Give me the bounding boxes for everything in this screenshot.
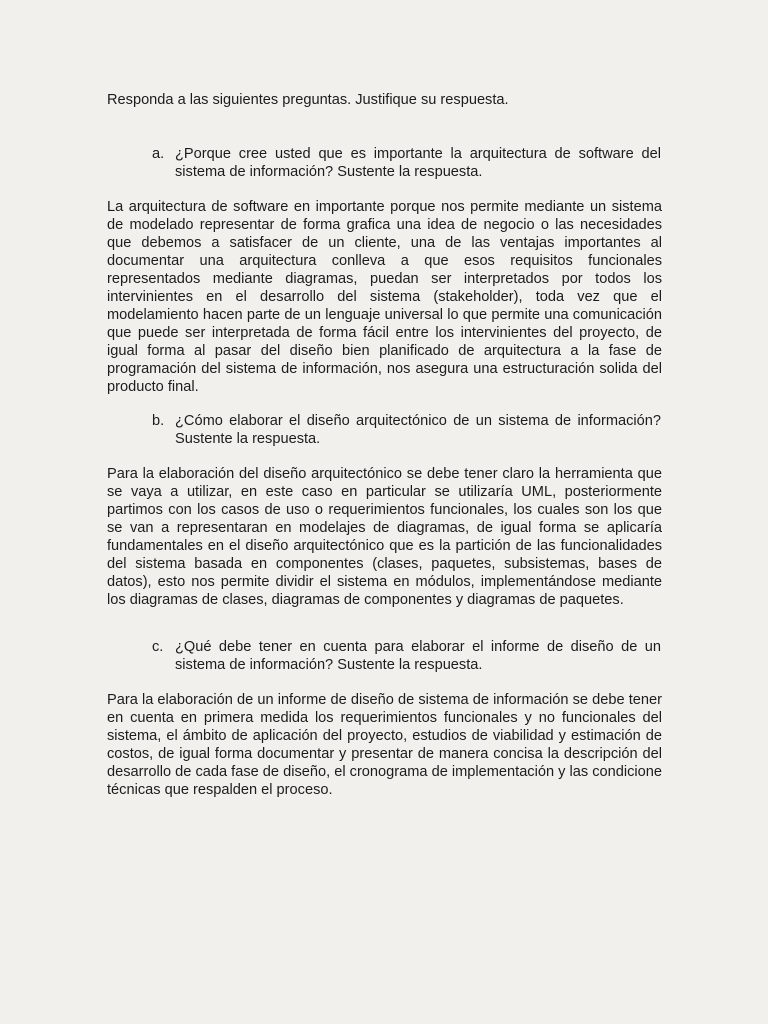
question-text: ¿Porque cree usted que es importante la arquitectura de software del sistema de información? Sustente la respuesta.	[175, 146, 661, 180]
question-letter: b.	[152, 413, 165, 429]
question-a	[152, 145, 661, 181]
answer-b: Para la elaboración del diseño arquitectónico se debe tener claro la herramienta que se vaya a utilizar, en este caso en particular se utilizaría UML, posteriormente partimos con los casos de uso o requerimientos funcionales, los cuales son los que se van a representaran en modelajes de diagramas, de igual forma se aplicaría fundamentales en el diseño arquitectónico que es la partición de las funcionalidades del sistema basada en componentes (clases, paquetes, subsistemas, bases de datos), esto nos permite dividir el sistema en módulos, implementándose mediante los diagramas de clases, diagramas de componentes y diagramas de paquetes.	[107, 466, 662, 608]
question-letter: a.	[152, 146, 165, 162]
question-c	[152, 638, 661, 674]
question-text: ¿Cómo elaborar el diseño arquitectónico de un sistema de información? Sustente la respuesta.	[175, 413, 661, 447]
intro-text: Responda a las siguientes preguntas. Justifique su respuesta.	[107, 92, 509, 108]
question-letter: c.	[152, 639, 164, 655]
question-b	[152, 412, 661, 448]
answer-a: La arquitectura de software en importante porque nos permite mediante un sistema de modelado representar de forma grafica una idea de negocio o las necesidades que debemos a satisfacer de un cliente, una de las ventajas importantes al documentar una arquitectura conlleva a que esos requisitos funcionales representados mediante diagramas, puedan ser interpretados por todos los intervinientes en el desarrollo del sistema (stakeholder), toda vez que el modelamiento hacen parte de un lenguaje universal lo que permite una comunicación que puede ser interpretada de forma fácil entre los intervinientes del proyecto, de igual forma al pasar del diseño bien planificado de arquitectura a la fase de programación del sistema de información, nos asegura una estructuración solida del producto final.	[107, 199, 662, 395]
answer-c: Para la elaboración de un informe de diseño de sistema de información se debe tener en cuenta en primera medida los requerimientos funcionales y no funcionales del sistema, el ámbito de aplicación del proyecto, estudios de viabilidad y estimación de costos, de igual forma documentar y presentar de manera concisa la descripción del desarrollo de cada fase de diseño, el cronograma de implementación y las condicione técnicas que respalden el proceso.	[107, 692, 662, 798]
question-text: ¿Qué debe tener en cuenta para elaborar el informe de diseño de un sistema de información? Sustente la respuesta.	[175, 639, 661, 673]
